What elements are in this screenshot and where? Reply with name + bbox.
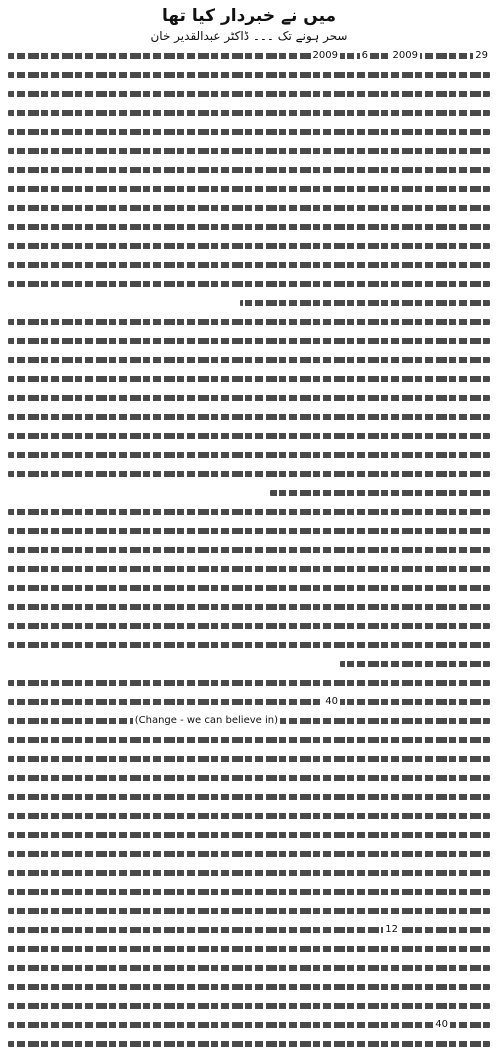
slogan-change: (Change - we can believe in) [134, 715, 278, 726]
text-line [8, 449, 490, 461]
text-line [8, 183, 490, 195]
article-byline: سحر ہونے تک ۔۔۔ ڈاکٹر عبدالقدیر خان [150, 29, 348, 43]
number-12: 12 [385, 924, 398, 935]
text-line [8, 696, 490, 708]
paragraph-3 [8, 506, 490, 670]
text-line [8, 373, 490, 385]
text-line [8, 430, 490, 442]
text-line [8, 677, 490, 689]
article-body [8, 50, 490, 1050]
text-line [8, 88, 490, 100]
text-line [8, 734, 490, 746]
text-line [8, 601, 490, 613]
text-line [8, 962, 490, 974]
text-line [8, 867, 490, 879]
text-line [8, 810, 490, 822]
text-line [8, 297, 490, 309]
text-line [8, 620, 490, 632]
text-line [8, 335, 490, 347]
year-2009-second: 2009 [312, 50, 338, 61]
text-line [8, 126, 490, 138]
text-line [8, 221, 490, 233]
text-line [8, 848, 490, 860]
number-6: 6 [361, 50, 368, 61]
text-line [8, 468, 490, 480]
year-2009: 2009 [392, 50, 418, 61]
text-line [8, 164, 490, 176]
text-line [8, 259, 490, 271]
text-line [8, 278, 490, 290]
text-line [8, 487, 490, 499]
text-line [8, 772, 490, 784]
number-29: 29 [475, 50, 488, 61]
text-line [8, 582, 490, 594]
text-line [8, 563, 490, 575]
number-40-second: 40 [435, 1019, 448, 1030]
text-line [8, 715, 490, 727]
number-40: 40 [325, 696, 338, 707]
article-title: میں نے خبردار کیا تھا [161, 6, 337, 26]
text-line [8, 69, 490, 81]
text-line [8, 791, 490, 803]
text-line [8, 924, 490, 936]
text-line [8, 240, 490, 252]
text-line [8, 525, 490, 537]
text-line [8, 544, 490, 556]
text-line [8, 145, 490, 157]
text-line [8, 316, 490, 328]
article-header [8, 6, 490, 44]
text-line [8, 905, 490, 917]
text-line [8, 753, 490, 765]
paragraph-1 [8, 50, 490, 309]
text-line [8, 1019, 490, 1031]
paragraph-2 [8, 316, 490, 499]
paragraph-5 [8, 829, 490, 1050]
text-line [8, 981, 490, 993]
text-line [8, 107, 490, 119]
text-line [8, 411, 490, 423]
text-line [8, 354, 490, 366]
text-line [8, 1038, 490, 1050]
text-line [8, 50, 490, 62]
text-line [8, 506, 490, 518]
text-line [8, 392, 490, 404]
text-line [8, 829, 490, 841]
text-line [8, 639, 490, 651]
text-line [8, 1000, 490, 1012]
text-line [8, 202, 490, 214]
text-line [8, 658, 490, 670]
text-line [8, 943, 490, 955]
text-line [8, 886, 490, 898]
paragraph-4 [8, 677, 490, 822]
